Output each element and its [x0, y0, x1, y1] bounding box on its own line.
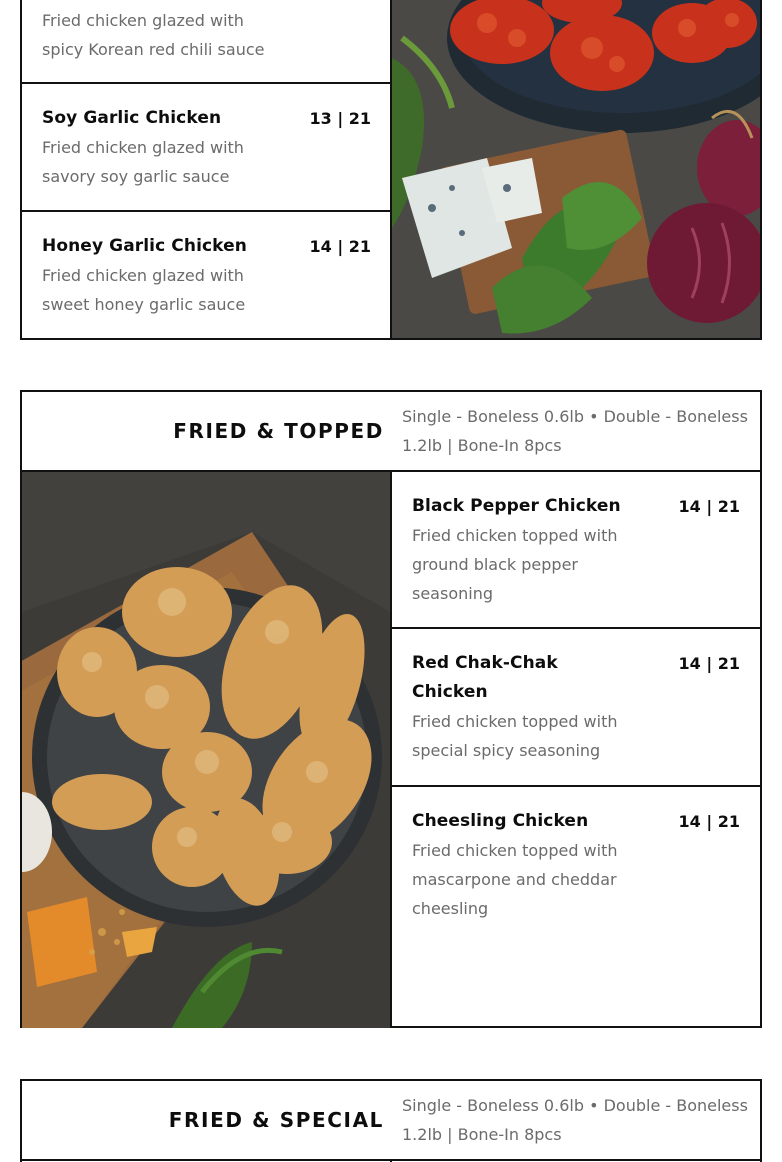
menu-item-price: 14 | 21 [678, 812, 740, 831]
menu-item-name: Red Chak-Chak Chicken [412, 653, 558, 702]
menu-item-spicy [22, 0, 391, 84]
section-title: FRIED & TOPPED [173, 419, 384, 443]
menu-item-name: Soy Garlic Chicken [42, 108, 222, 128]
section-header [22, 1081, 760, 1161]
fried-topped-section [20, 390, 762, 1028]
section-header [22, 392, 760, 472]
menu-item-desc: Fried chicken glazed with savory soy garlic sauce [42, 138, 244, 186]
menu-item-desc: Fried chicken glazed with spicy Korean red chili sauce [42, 11, 265, 59]
glazed-items [22, 0, 391, 338]
topped-chicken-photo [22, 472, 390, 1028]
menu-item-name: Black Pepper Chicken [412, 496, 621, 516]
section-sizes: Single - Boneless 0.6lb • Double - Boneless 1.2lb | Bone-In 8pcs [402, 1096, 748, 1144]
menu-item-price: 14 | 21 [309, 237, 371, 256]
glazed-section [20, 0, 762, 340]
section-title: FRIED & SPECIAL [168, 1108, 384, 1132]
menu-item-soy-garlic [22, 82, 391, 210]
menu-item-price: 14 | 21 [678, 497, 740, 516]
menu-item-desc: Fried chicken glazed with sweet honey garlic sauce [42, 266, 246, 314]
menu-item-honey-garlic [22, 210, 391, 338]
fried-special-section [20, 1079, 762, 1162]
menu-item-red-chak-chak [392, 627, 760, 786]
menu-item-name: Honey Garlic Chicken [42, 236, 247, 256]
menu-item-price: 14 | 21 [678, 654, 740, 673]
menu-item-black-pepper [392, 472, 760, 629]
menu-item-desc: Fried chicken topped with special spicy seasoning [412, 712, 618, 760]
menu-item-name: Cheesling Chicken [412, 811, 589, 831]
section-sizes: Single - Boneless 0.6lb • Double - Boneless 1.2lb | Bone-In 8pcs [402, 407, 748, 455]
section-body [22, 472, 760, 1026]
menu-item-desc: Fried chicken topped with ground black pepper seasoning [412, 526, 618, 603]
menu-item-price: 13 | 21 [309, 109, 371, 128]
topped-items [392, 472, 760, 1028]
menu-item-desc: Fried chicken topped with mascarpone and cheddar cheesling [412, 841, 618, 918]
menu-item-cheesling [392, 785, 760, 1028]
glazed-chicken-photo [392, 0, 760, 338]
